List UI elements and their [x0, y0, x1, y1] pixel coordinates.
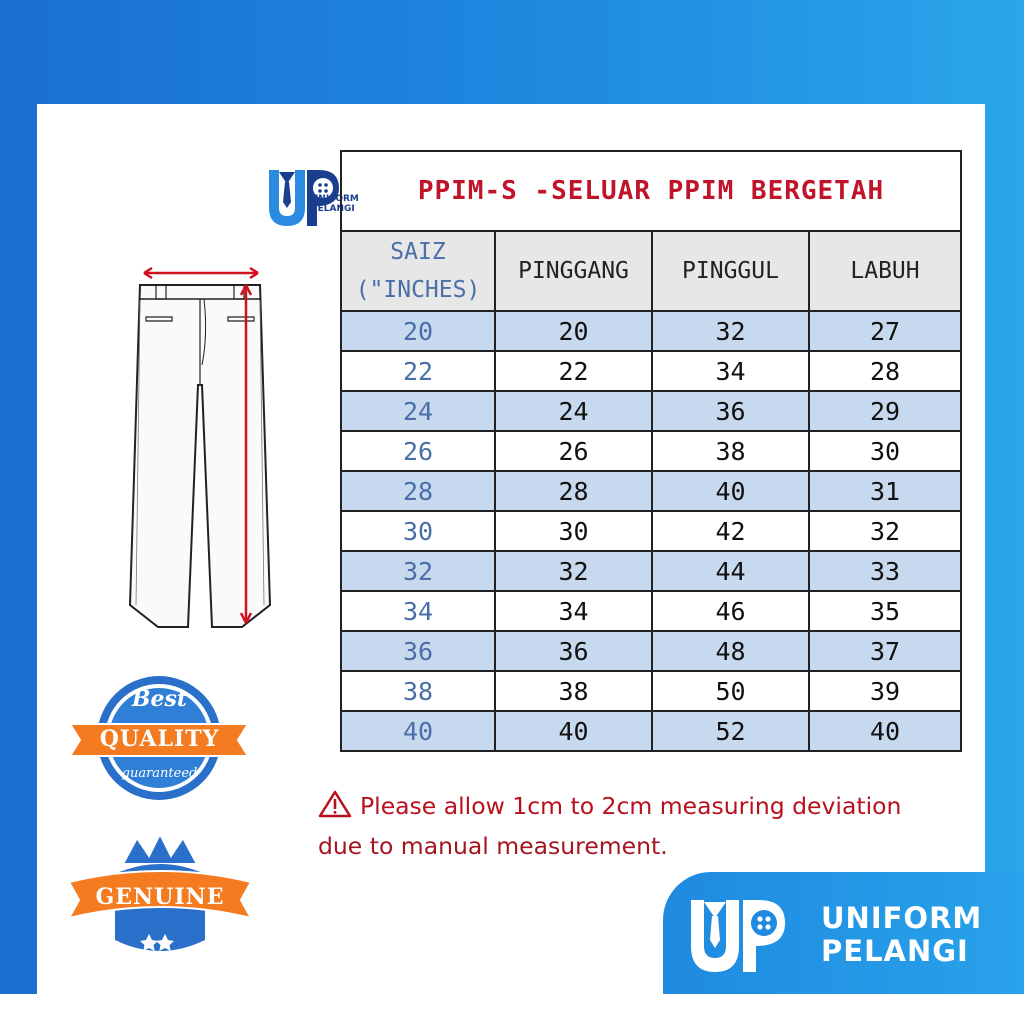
cell-pinggul: 46: [652, 591, 809, 631]
table-row: [341, 471, 961, 511]
best-quality-badge: [62, 668, 257, 808]
header-size-line1: SAIZ: [390, 239, 446, 265]
cell-size: 24: [341, 391, 495, 431]
logo-large-line2: PELANGI: [821, 934, 969, 968]
logo-small-line2: PELANGI: [311, 204, 355, 214]
table-title: PPIM-S -SELUAR PPIM BERGETAH: [341, 151, 961, 231]
cell-pinggul: 42: [652, 511, 809, 551]
cell-size: 30: [341, 511, 495, 551]
cell-size: 32: [341, 551, 495, 591]
cell-pinggul: 52: [652, 711, 809, 751]
cell-labuh: 32: [809, 511, 961, 551]
cell-pinggang: 38: [495, 671, 652, 711]
cell-pinggul: 36: [652, 391, 809, 431]
table-row: [341, 551, 961, 591]
cell-size: 36: [341, 631, 495, 671]
cell-pinggul: 32: [652, 311, 809, 351]
cell-pinggang: 34: [495, 591, 652, 631]
cell-labuh: 30: [809, 431, 961, 471]
genuine-badge: [65, 830, 255, 960]
cell-labuh: 39: [809, 671, 961, 711]
bottom-strip: [0, 994, 1024, 1024]
cell-labuh: 33: [809, 551, 961, 591]
cell-labuh: 37: [809, 631, 961, 671]
uniform-pelangi-logo-large: [663, 872, 1024, 994]
cell-size: 20: [341, 311, 495, 351]
size-chart-table: [340, 150, 962, 752]
table-row: [341, 311, 961, 351]
cell-pinggang: 26: [495, 431, 652, 471]
cell-size: 26: [341, 431, 495, 471]
table-row: [341, 671, 961, 711]
table-row: [341, 391, 961, 431]
logo-large-text: [821, 902, 982, 968]
cell-size: 28: [341, 471, 495, 511]
cell-labuh: 29: [809, 391, 961, 431]
table-title-row: [341, 151, 961, 231]
cell-pinggul: 40: [652, 471, 809, 511]
measurement-notice: [318, 786, 998, 866]
cell-pinggul: 50: [652, 671, 809, 711]
cell-size: 38: [341, 671, 495, 711]
header-pinggang: PINGGANG: [495, 231, 652, 311]
warning-triangle-icon: [318, 786, 352, 826]
table-row: [341, 591, 961, 631]
up-logo-icon-large: [689, 896, 799, 976]
badge-genuine-label: GENUINE: [95, 884, 225, 910]
header-labuh: LABUH: [809, 231, 961, 311]
table-row: [341, 431, 961, 471]
header-size-line2: ("INCHES): [355, 277, 481, 303]
cell-pinggang: 30: [495, 511, 652, 551]
cell-pinggul: 38: [652, 431, 809, 471]
cell-pinggul: 48: [652, 631, 809, 671]
table-row: [341, 511, 961, 551]
cell-labuh: 40: [809, 711, 961, 751]
cell-pinggang: 24: [495, 391, 652, 431]
cell-pinggang: 28: [495, 471, 652, 511]
badge-best-top: Best: [131, 686, 188, 712]
badge-best-bottom: guaranteed: [121, 766, 198, 781]
cell-size: 34: [341, 591, 495, 631]
logo-large-line1: UNIFORM: [821, 901, 983, 935]
cell-labuh: 28: [809, 351, 961, 391]
header-pinggul: PINGGUL: [652, 231, 809, 311]
table-row: [341, 711, 961, 751]
cell-pinggang: 40: [495, 711, 652, 751]
cell-size: 22: [341, 351, 495, 391]
cell-pinggang: 22: [495, 351, 652, 391]
logo-small-line1: UNIFORM: [311, 194, 359, 204]
cell-labuh: 35: [809, 591, 961, 631]
notice-line1: Please allow 1cm to 2cm measuring deviation: [360, 792, 902, 820]
cell-labuh: 27: [809, 311, 961, 351]
trousers-illustration: [120, 265, 280, 630]
cell-pinggul: 44: [652, 551, 809, 591]
table-row: [341, 631, 961, 671]
header-size: [341, 231, 495, 311]
notice-line2: due to manual measurement.: [318, 832, 668, 860]
cell-pinggang: 32: [495, 551, 652, 591]
cell-pinggul: 34: [652, 351, 809, 391]
table-row: [341, 351, 961, 391]
cell-labuh: 31: [809, 471, 961, 511]
badge-best-middle: QUALITY: [99, 726, 220, 752]
cell-size: 40: [341, 711, 495, 751]
cell-pinggang: 36: [495, 631, 652, 671]
cell-pinggang: 20: [495, 311, 652, 351]
table-header-row: [341, 231, 961, 311]
